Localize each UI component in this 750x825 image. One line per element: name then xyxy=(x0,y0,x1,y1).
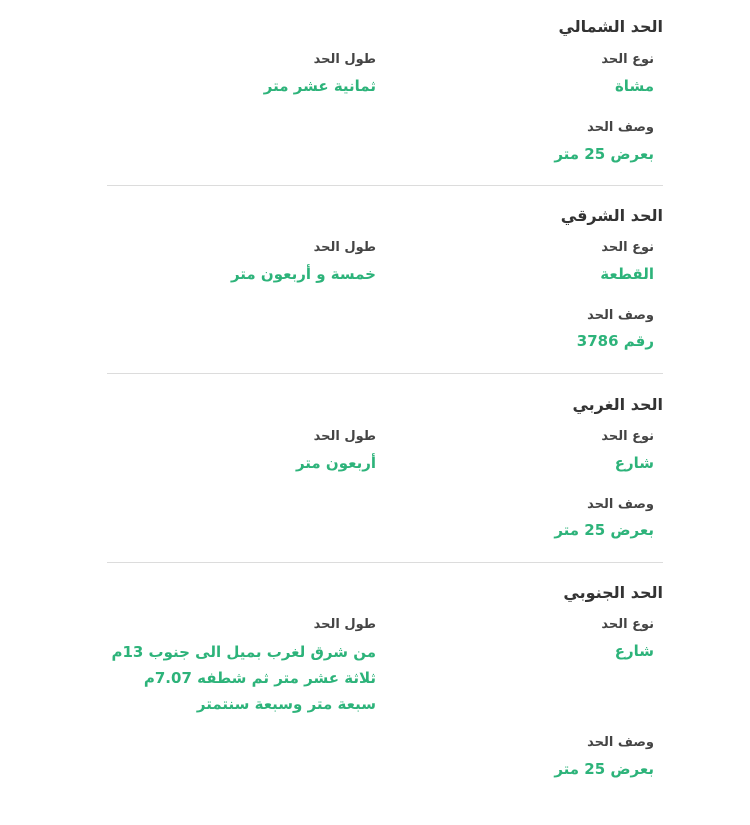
length-label: طول الحد xyxy=(313,617,376,632)
type-value: شارع xyxy=(614,454,654,472)
type-value: القطعة xyxy=(600,265,654,283)
length-label: طول الحد xyxy=(313,429,376,444)
divider xyxy=(107,373,663,374)
length-value: خمسة و أربعون متر xyxy=(230,265,376,283)
length-label: طول الحد xyxy=(313,52,376,67)
description-value: بعرض 25 متر xyxy=(554,145,654,163)
type-label: نوع الحد xyxy=(601,240,654,255)
description-value: رقم 3786 xyxy=(576,332,654,350)
length-label: طول الحد xyxy=(313,240,376,255)
type-label: نوع الحد xyxy=(601,52,654,67)
description-label: وصف الحد xyxy=(587,735,654,750)
divider xyxy=(107,562,663,563)
type-value: شارع xyxy=(614,642,654,660)
length-value: من شرق لغرب بميل الى جنوب 13م ثلاثة عشر متر ثم شطفه 7.07م سبعة متر وسبعة سنتمتر xyxy=(111,643,376,713)
length-value: ثمانية عشر متر xyxy=(263,77,376,95)
type-label: نوع الحد xyxy=(601,617,654,632)
description-value: بعرض 25 متر xyxy=(554,760,654,778)
boundary-title: الحد الشرقي xyxy=(560,206,663,225)
description-value: بعرض 25 متر xyxy=(554,521,654,539)
boundary-title: الحد الغربي xyxy=(572,395,663,414)
boundary-west xyxy=(107,377,663,563)
length-value: أربعون متر xyxy=(295,454,376,472)
boundary-title: الحد الجنوبي xyxy=(563,583,663,602)
type-value: مشاة xyxy=(614,77,654,95)
description-label: وصف الحد xyxy=(587,120,654,135)
type-label: نوع الحد xyxy=(601,429,654,444)
boundary-south xyxy=(107,566,663,825)
description-label: وصف الحد xyxy=(587,308,654,323)
divider xyxy=(107,185,663,186)
description-label: وصف الحد xyxy=(587,497,654,512)
boundary-east xyxy=(107,188,663,374)
boundary-north xyxy=(107,0,663,186)
boundary-title: الحد الشمالي xyxy=(558,17,663,36)
